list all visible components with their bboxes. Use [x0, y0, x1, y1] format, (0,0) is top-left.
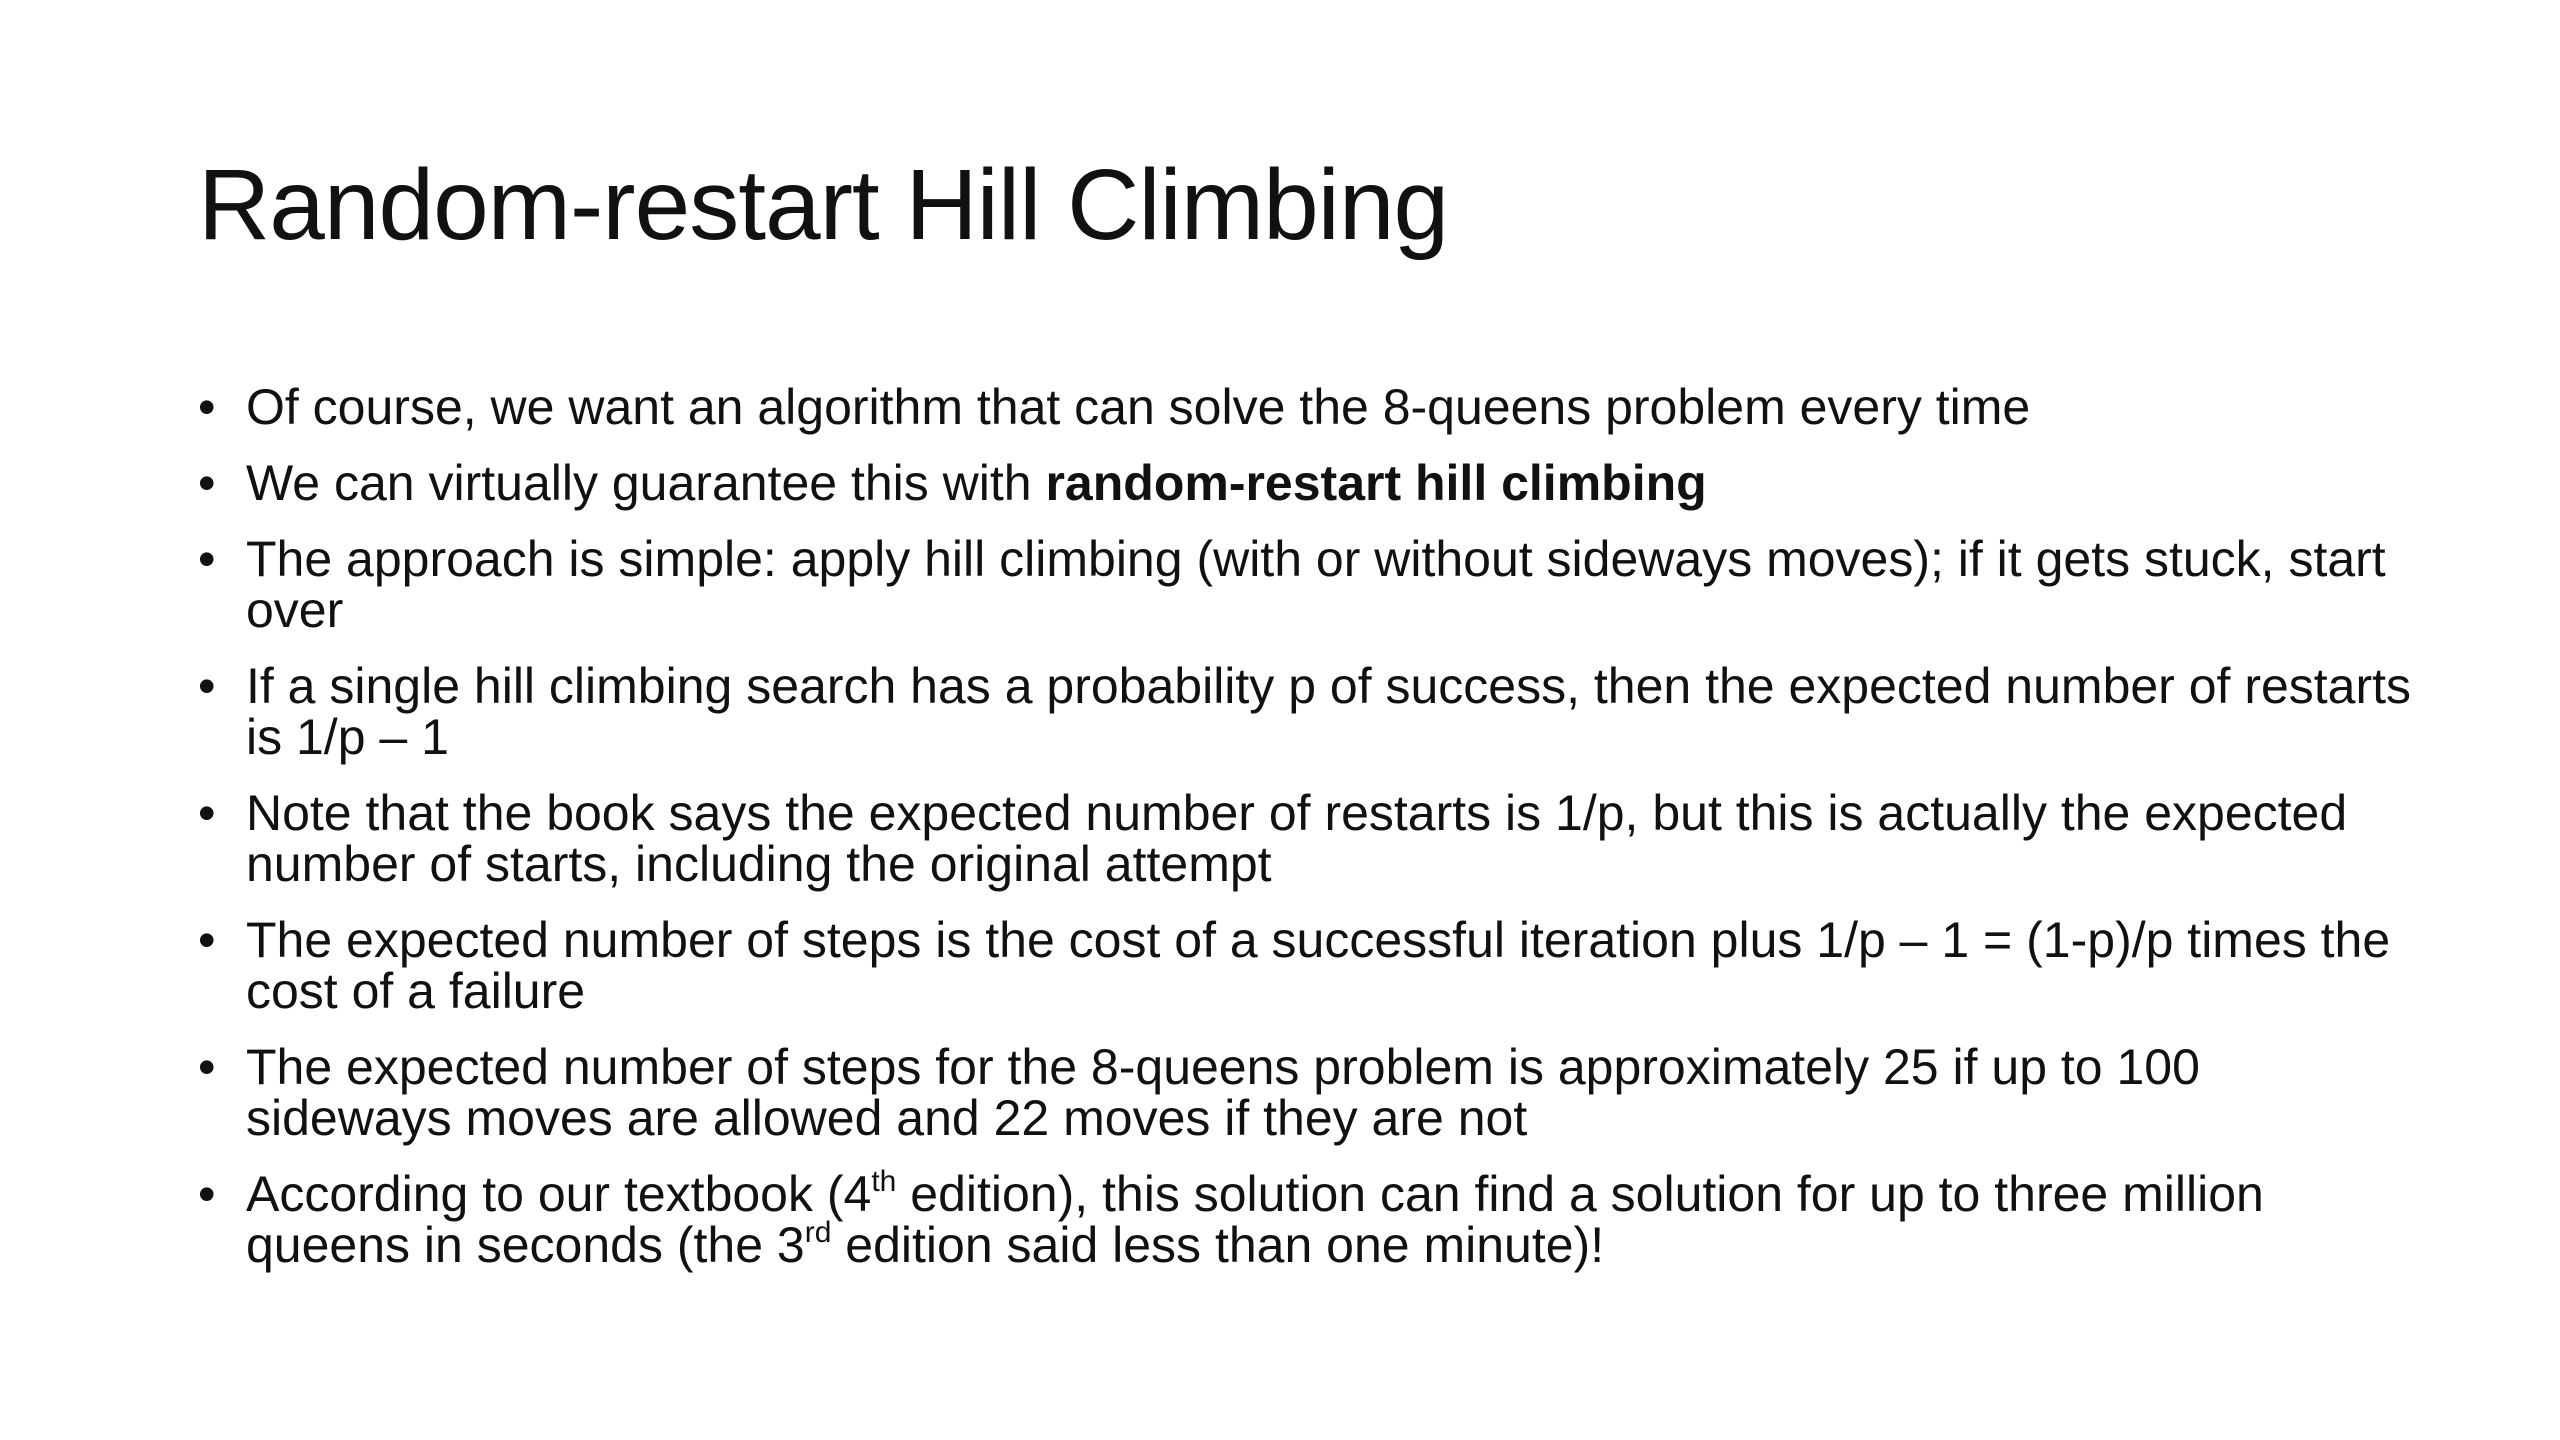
superscript-th: th — [871, 1165, 897, 1198]
bullet-text-part-1: According to our textbook (4 — [246, 1166, 872, 1222]
bullet-text-part-3: edition said less than one minute)! — [831, 1217, 1605, 1273]
bullet-list — [198, 379, 2418, 1296]
bullet-dot-icon: • — [198, 455, 216, 511]
bullet-item-7 — [198, 1039, 2418, 1146]
bullet-dot-icon: • — [198, 1166, 216, 1222]
bullet-bold-text: random-restart hill climbing — [1045, 455, 1707, 511]
bullet-dot-icon: • — [198, 785, 216, 841]
bullet-dot-icon: • — [198, 1039, 216, 1095]
slide-title: Random-restart Hill Climbing — [198, 149, 1449, 261]
bullet-item-1 — [198, 379, 2418, 435]
bullet-item-4 — [198, 658, 2418, 765]
bullet-text: If a single hill climbing search has a probability p of success, then the expected number of restarts is 1/p – 1 — [246, 658, 2412, 765]
bullet-dot-icon: • — [198, 658, 216, 714]
bullet-item-3 — [198, 531, 2418, 638]
bullet-dot-icon: • — [198, 379, 216, 435]
bullet-item-6 — [198, 912, 2418, 1019]
bullet-text: The approach is simple: apply hill climbing (with or without sideways moves); if it gets stuck, start over — [246, 531, 2386, 638]
superscript-rd: rd — [804, 1216, 832, 1249]
bullet-text: The expected number of steps for the 8-queens problem is approximately 25 if up to 100 sideways moves are allowed and 22 moves if they are not — [246, 1039, 2200, 1146]
bullet-text: Note that the book says the expected number of restarts is 1/p, but this is actually the expected number of starts, including the original attempt — [246, 785, 2348, 892]
bullet-dot-icon: • — [198, 531, 216, 587]
bullet-text: The expected number of steps is the cost of a successful iteration plus 1/p – 1 = (1-p)/p times the cost of a failure — [246, 912, 2391, 1019]
bullet-item-8 — [198, 1165, 2418, 1273]
bullet-text: Of course, we want an algorithm that can solve the 8-queens problem every time — [246, 379, 2031, 435]
bullet-item-2 — [198, 455, 2418, 511]
bullet-text: We can virtually guarantee this with — [246, 455, 1046, 511]
bullet-dot-icon: • — [198, 912, 216, 968]
bullet-item-5 — [198, 785, 2418, 892]
bullet-text-part-2: edition), this solution can find a solution for up to three million queens in seconds (the 3 — [246, 1166, 2264, 1273]
